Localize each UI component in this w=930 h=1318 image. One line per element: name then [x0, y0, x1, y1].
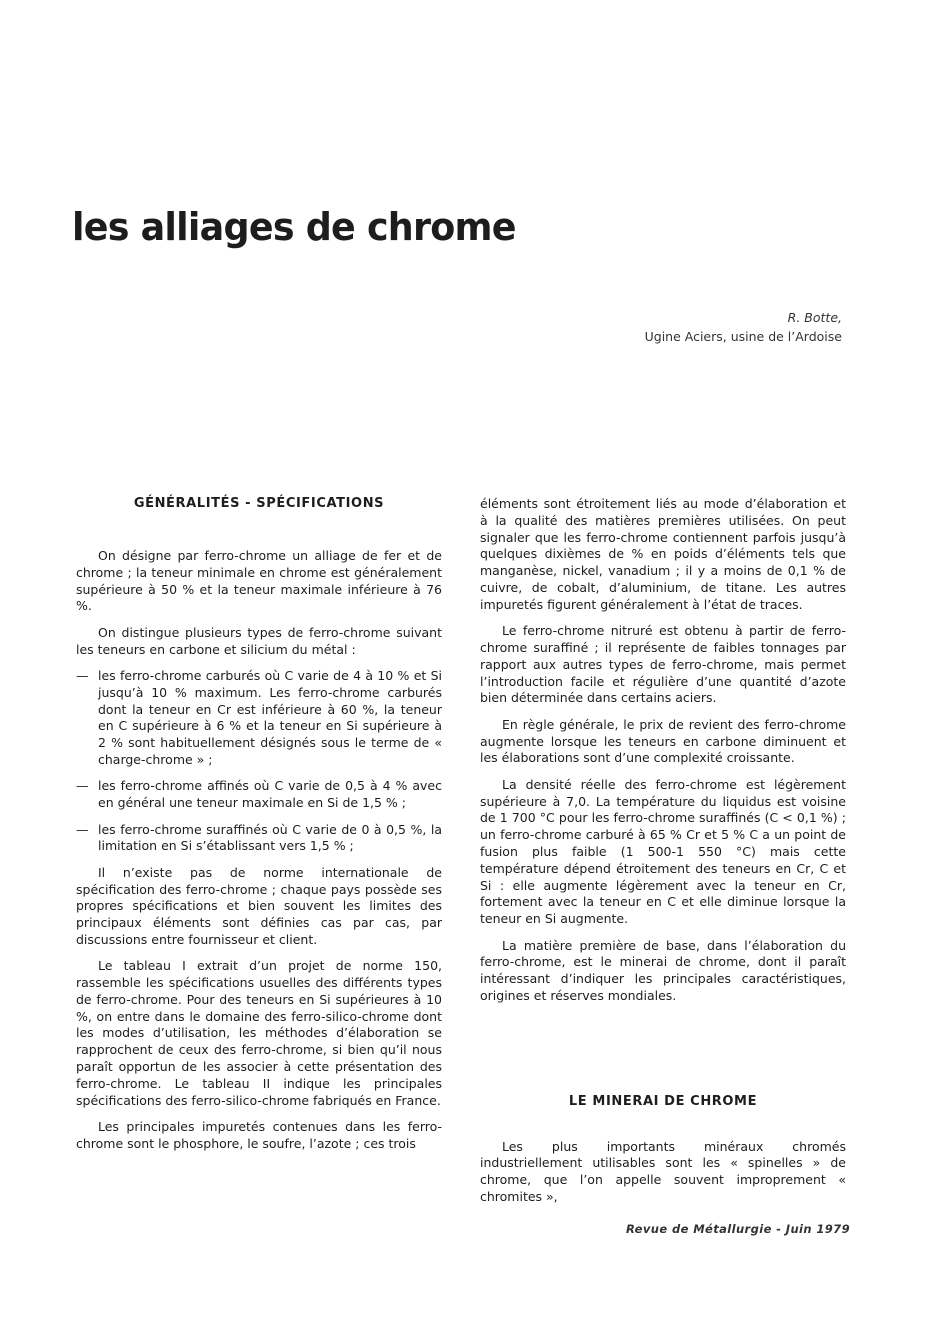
paragraph: La densité réelle des ferro-chrome est légèrement supérieure à 7,0. La température du liquidus est voisine de 1 700 °C pour les ferro-chrome suraffinés (C < 0,1 %) ; un ferro-chrome carburé à 65 % Cr et 5 % C a un point de fusion plus faible (1 500-1 550 °C) mais cette température dépend étroitement des teneurs en Cr, C et Si : elle augmente légèrement avec la teneur en Cr, fortement avec la teneur en C et elle diminue lorsque la teneur en Si augmente. — [480, 776, 846, 927]
paragraph: Les principales impuretés contenues dans les ferro-chrome sont le phosphore, le soufre, l’azote ; ces trois — [76, 1119, 442, 1151]
journal-footer: Revue de Métallurgie - Juin 1979 — [625, 1222, 850, 1236]
section-heading-generalites: GÉNÉRALITÉS - SPÉCIFICATIONS — [133, 496, 385, 511]
list-item: — les ferro-chrome carburés où C varie de 4 à 10 % et Si jusqu’à 10 % maximum. Les ferro-chrome carburés dont la teneur en Cr est inférieure à 60 %, la teneur en C supérieure à 6 % et la teneur en Si supérieure à 2 % sont habituellement désignés sous le terme de « charge-chrome » ; — [76, 668, 442, 769]
paragraph: Le tableau I extrait d’un projet de norme 150, rassemble les spécifications usuelles des différents types de ferro-chrome. Pour des teneurs en Si supérieures à 10 %, on entre dans le domaine des ferro-silico-chrome dont les modes d’utilisation, les méthodes d’élaboration se rapprochent de ceux des ferro-chrome, si bien qu’il nous paraît opportun de les associer à cette présentation des ferro-chrome. Le tableau II indique les principales spécifications des ferro-silico-chrome fabriqués en France. — [76, 958, 442, 1108]
paragraph: On distingue plusieurs types de ferro-chrome suivant les teneurs en carbone et silicium du métal : — [76, 624, 442, 657]
paragraph: Il n’existe pas de norme internationale de spécification des ferro-chrome ; chaque pays possède ses propres spécifications et bien souvent les limites des principaux éléments sont définies cas par cas, par discussions entre fournisseur et client. — [76, 864, 442, 947]
list-item: — les ferro-chrome suraffinés où C varie de 0 à 0,5 %, la limitation en Si s’établissant vers 1,5 % ; — [76, 822, 442, 856]
paragraph: Le ferro-chrome nitruré est obtenu à partir de ferro-chrome suraffiné ; il représente de faibles tonnages par rapport aux autres types de ferro-chrome, mais permet l’introduction facile et régulière d’une quantité d’azote bien déterminée dans certains aciers. — [480, 623, 846, 706]
section-heading-minerai: LE MINERAI DE CHROME — [568, 1093, 758, 1109]
paragraph: Les plus importants minéraux chromés industriellement utilisables sont les « spinelles » de chrome, que l’on appelle souvent improprement « chromites », — [480, 1138, 846, 1205]
author-name: R. Botte, — [787, 310, 842, 325]
paragraph: La matière première de base, dans l’élaboration du ferro-chrome, est le minerai de chrome, dont il paraît intéressant d’indiquer les principales caractéristiques, origines et réserves mondiales. — [480, 937, 846, 1003]
author-affiliation: Ugine Aciers, usine de l’Ardoise — [644, 329, 842, 344]
paragraph: On désigne par ferro-chrome un alliage de fer et de chrome ; la teneur minimale en chrome est généralement supérieure à 50 % et la teneur maximale inférieure à 76 %. — [76, 548, 442, 614]
list-item: — les ferro-chrome affinés où C varie de 0,5 à 4 % avec en général une teneur maximale en Si de 1,5 % ; — [76, 778, 442, 812]
paragraph: En règle générale, le prix de revient des ferro-chrome augmente lorsque les teneurs en carbone diminuent et les élaborations sont d’une complexité croissante. — [480, 716, 846, 766]
author-block — [645, 308, 842, 346]
left-column — [76, 496, 442, 1162]
right-column — [480, 496, 846, 1215]
ferro-chrome-types-list — [76, 668, 442, 855]
paragraph: éléments sont étroitement liés au mode d’élaboration et à la qualité des matières premières utilisées. On peut signaler que les ferro-chrome contiennent parfois jusqu’à quelques dixièmes de % en poids d’éléments tels que manganèse, nickel, vanadium ; il y a moins de 0,1 % de cuivre, de cobalt, d’aluminium, de titane. Les autres impuretés figurent généralement à l’état de traces. — [480, 496, 846, 612]
article-title: les alliages de chrome — [72, 205, 516, 249]
